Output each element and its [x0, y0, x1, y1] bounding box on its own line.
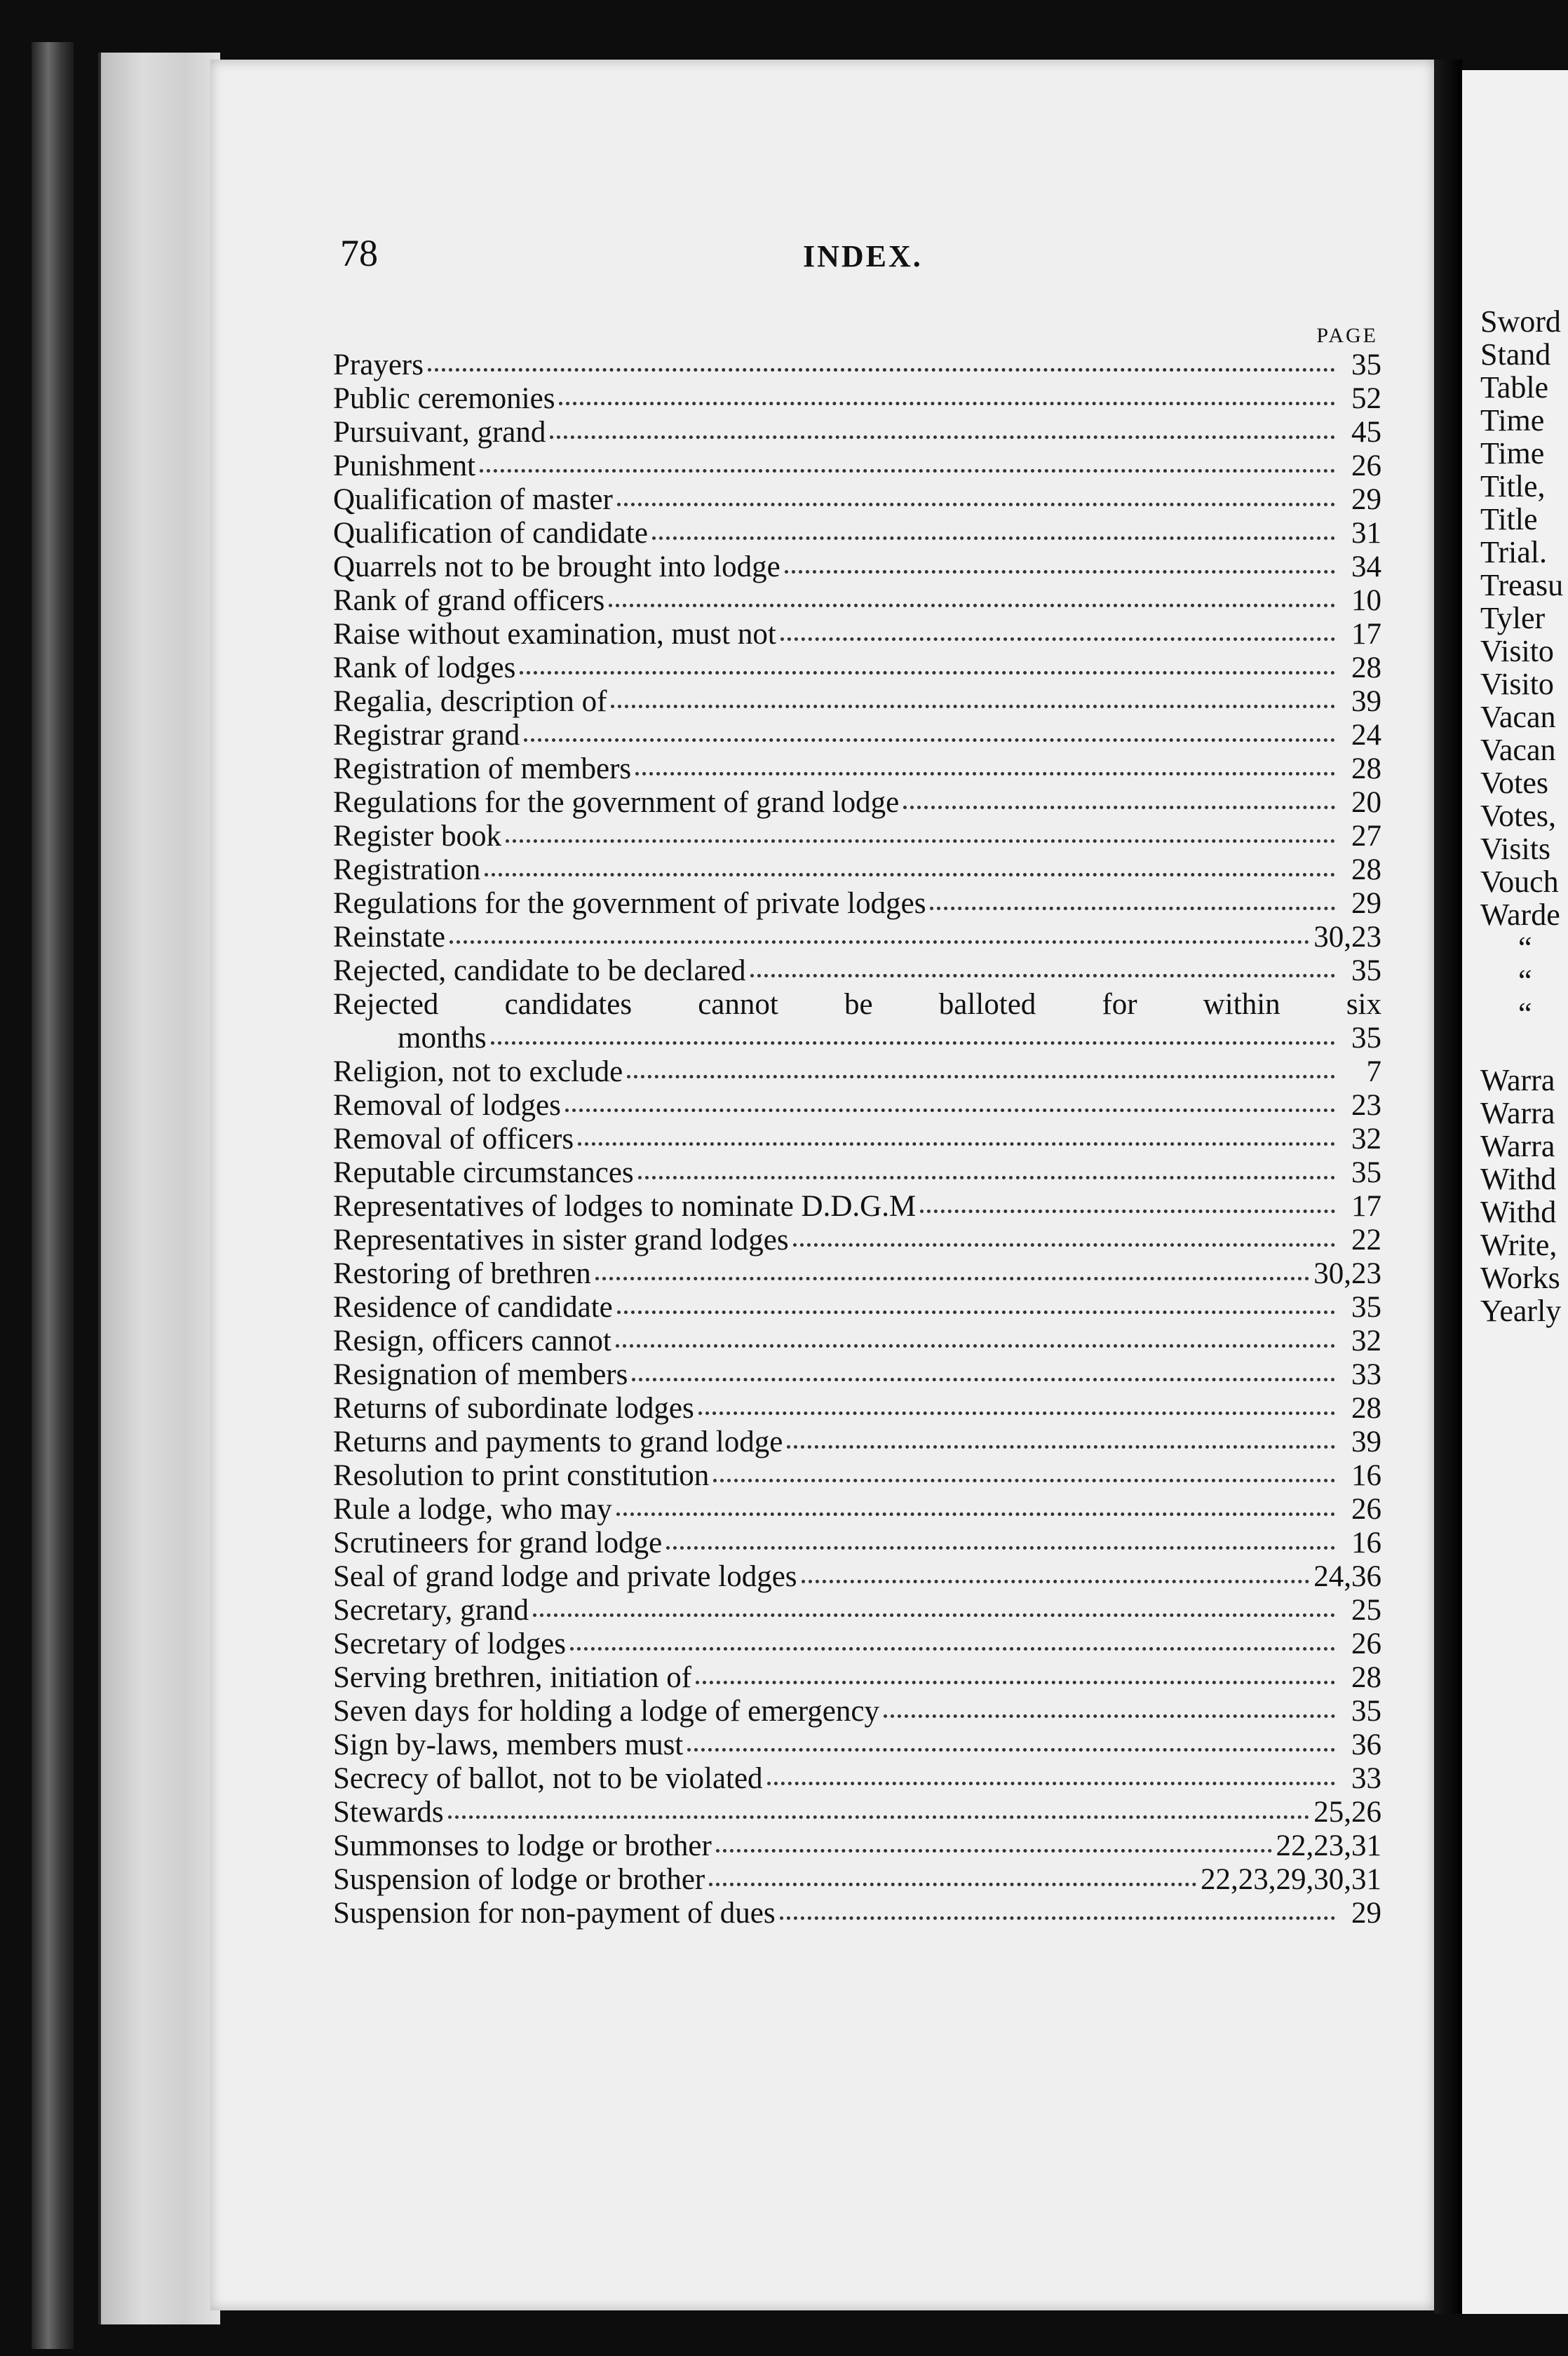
index-entry-pages: 17	[1351, 618, 1381, 651]
index-entry-pages: 29	[1351, 887, 1381, 920]
index-entry-term: Serving brethren, initiation of	[333, 1661, 692, 1694]
index-entry-term: Seal of grand lodge and private lodges	[333, 1560, 797, 1593]
facing-page-word: Warra	[1480, 1129, 1555, 1163]
dot-leader	[524, 738, 1335, 742]
index-entry-pages: 32	[1351, 1123, 1381, 1156]
dot-leader	[616, 1344, 1335, 1348]
index-entry-term: Suspension for non-payment of dues	[333, 1897, 776, 1930]
index-entry	[333, 1257, 1381, 1291]
index-entry-pages: 16	[1351, 1459, 1381, 1492]
index-entry-pages: 31	[1351, 517, 1381, 550]
index-entry-pages: 36	[1351, 1728, 1381, 1761]
index-entry-pages: 30,23	[1313, 1257, 1381, 1290]
index-entry	[333, 1123, 1381, 1156]
dot-leader	[609, 604, 1335, 607]
index-entry-term: Secretary of lodges	[333, 1627, 566, 1660]
facing-page-word: Table	[1480, 370, 1549, 405]
index-entry-term: Resignation of members	[333, 1358, 628, 1391]
index-entry-pages: 33	[1351, 1358, 1381, 1391]
index-entry-term: Representatives of lodges to nominate D.D.G.M	[333, 1190, 917, 1223]
index-entry-pages: 7	[1366, 1055, 1381, 1088]
index-entry-pages: 39	[1351, 685, 1381, 718]
index-entry-term: Suspension of lodge or brother	[333, 1863, 705, 1896]
index-entry	[333, 1224, 1381, 1257]
dot-leader	[491, 1041, 1335, 1045]
facing-page-word: Vouch	[1480, 865, 1559, 899]
book-spine	[32, 42, 74, 2349]
index-entry	[333, 416, 1381, 449]
index-entry-pages: 22,23,31	[1276, 1829, 1381, 1862]
index-list	[333, 348, 1381, 1930]
dot-leader	[884, 1714, 1335, 1718]
index-entry-pages: 28	[1351, 651, 1381, 684]
index-entry-term: Public ceremonies	[333, 382, 555, 415]
index-entry-term: Reputable circumstances	[333, 1156, 634, 1189]
facing-page-word: Visito	[1480, 667, 1554, 701]
index-entry-term: Summonses to lodge or brother	[333, 1829, 712, 1862]
dot-leader	[793, 1243, 1335, 1247]
index-entry	[333, 550, 1381, 584]
index-entry	[333, 1594, 1381, 1627]
index-entry-term: Rank of lodges	[333, 651, 516, 684]
index-entry	[333, 1089, 1381, 1123]
index-entry	[333, 887, 1381, 921]
index-entry-pages: 24	[1351, 719, 1381, 752]
index-entry-term: Removal of lodges	[333, 1089, 561, 1122]
index-entry-term: Restoring of brethren	[333, 1257, 591, 1290]
index-entry	[333, 1829, 1381, 1863]
dot-leader	[617, 503, 1335, 506]
index-entry-term: Punishment	[333, 449, 476, 482]
dot-leader	[696, 1681, 1335, 1684]
index-entry	[333, 1190, 1381, 1224]
index-entry	[333, 1426, 1381, 1459]
index-entry	[333, 1325, 1381, 1358]
index-entry-pages: 16	[1351, 1526, 1381, 1559]
index-entry	[333, 988, 1381, 1022]
dot-leader	[652, 536, 1335, 540]
dot-leader	[450, 940, 1309, 944]
dot-leader	[506, 839, 1335, 843]
dot-leader	[533, 1613, 1335, 1617]
index-entry-pages: 35	[1351, 1156, 1381, 1189]
index-entry	[333, 1661, 1381, 1695]
index-entry-term: Rejected, candidate to be declared	[333, 954, 746, 987]
dot-leader	[780, 1916, 1335, 1920]
index-entry-term: Reinstate	[333, 921, 446, 954]
facing-page-word: Treasu	[1480, 568, 1564, 602]
dot-leader	[616, 1512, 1335, 1516]
dot-leader	[750, 974, 1335, 977]
index-entry	[333, 1358, 1381, 1392]
facing-page-word: Sword	[1480, 304, 1561, 339]
index-entry	[333, 449, 1381, 483]
index-entry-term: Resign, officers cannot	[333, 1325, 611, 1358]
dot-leader	[485, 873, 1335, 876]
index-entry-term: Religion, not to exclude	[333, 1055, 623, 1088]
index-entry	[333, 820, 1381, 853]
index-entry	[333, 1762, 1381, 1796]
facing-page-word: Vacan	[1480, 733, 1556, 767]
index-entry-term: Pursuivant, grand	[333, 416, 546, 449]
index-entry-pages: 39	[1351, 1426, 1381, 1458]
dot-leader	[767, 1782, 1335, 1785]
index-entry-term: Rejected candidates cannot be balloted for within six	[333, 988, 1381, 1021]
facing-page-fragment	[1462, 70, 1568, 2314]
index-entry-pages: 17	[1351, 1190, 1381, 1223]
index-entry	[333, 1728, 1381, 1762]
index-entry	[333, 618, 1381, 651]
index-entry-pages: 35	[1351, 348, 1381, 381]
index-entry-pages: 26	[1351, 449, 1381, 482]
index-entry-pages: 22	[1351, 1224, 1381, 1257]
index-entry	[333, 1022, 1381, 1055]
dot-leader	[802, 1580, 1310, 1583]
gutter-shadow	[1434, 60, 1462, 2314]
facing-page-word: Withd	[1480, 1195, 1557, 1229]
dot-leader	[930, 907, 1335, 910]
facing-page-word: Warra	[1480, 1063, 1555, 1097]
index-entry-pages: 35	[1351, 1022, 1381, 1055]
index-entry	[333, 1291, 1381, 1325]
index-entry-term: Registration	[333, 853, 481, 886]
dot-leader	[785, 570, 1335, 574]
facing-page-word: “	[1518, 963, 1532, 998]
index-entry-term: Regulations for the government of private lodges	[333, 887, 926, 920]
index-entry-term: Resolution to print constitution	[333, 1459, 710, 1492]
index-entry-term: months	[398, 1022, 487, 1055]
index-entry-pages: 35	[1351, 1291, 1381, 1324]
index-entry	[333, 517, 1381, 550]
index-entry-term: Returns of subordinate lodges	[333, 1392, 694, 1425]
page-edges	[98, 53, 220, 2324]
index-entry-term: Secretary, grand	[333, 1594, 529, 1627]
index-entry-pages: 29	[1351, 483, 1381, 516]
dot-leader	[617, 1311, 1335, 1314]
dot-leader	[687, 1748, 1335, 1752]
index-entry-pages: 28	[1351, 1661, 1381, 1694]
index-entry-term: Prayers	[333, 348, 424, 381]
dot-leader	[787, 1445, 1335, 1449]
index-entry-pages: 30,23	[1313, 921, 1381, 954]
dot-leader	[632, 1378, 1335, 1381]
facing-page-word: Write,	[1480, 1228, 1557, 1262]
index-entry-pages: 28	[1351, 1392, 1381, 1425]
index-entry	[333, 483, 1381, 517]
index-entry-term: Qualification of candidate	[333, 517, 648, 550]
facing-page-word: Stand	[1480, 337, 1551, 372]
index-entry	[333, 786, 1381, 820]
index-entry-pages: 29	[1351, 1897, 1381, 1930]
facing-page-word: Time	[1480, 436, 1545, 470]
facing-page-word: Title	[1480, 502, 1538, 536]
index-entry-term: Representatives in sister grand lodges	[333, 1224, 789, 1257]
index-entry-pages: 34	[1351, 550, 1381, 583]
dot-leader	[428, 368, 1335, 372]
index-entry	[333, 685, 1381, 719]
index-entry-pages: 28	[1351, 752, 1381, 785]
index-entry-pages: 23	[1351, 1089, 1381, 1122]
facing-page-word: Works	[1480, 1261, 1560, 1295]
facing-page-word: Warra	[1480, 1096, 1555, 1130]
index-entry-term: Raise without examination, must not	[333, 618, 776, 651]
index-entry	[333, 1627, 1381, 1661]
index-entry	[333, 853, 1381, 887]
index-entry-pages: 24,36	[1313, 1560, 1381, 1593]
dot-leader	[480, 469, 1335, 473]
index-entry-term: Returns and payments to grand lodge	[333, 1426, 783, 1458]
index-entry	[333, 651, 1381, 685]
index-entry	[333, 1392, 1381, 1426]
facing-page-word: “	[1518, 930, 1532, 965]
index-entry	[333, 719, 1381, 752]
index-entry	[333, 1897, 1381, 1930]
index-entry	[333, 921, 1381, 954]
dot-leader	[713, 1479, 1335, 1482]
page-number: 78	[340, 232, 378, 274]
dot-leader	[595, 1277, 1309, 1280]
index-entry-term: Qualification of master	[333, 483, 613, 516]
dot-leader	[448, 1815, 1310, 1819]
dot-leader	[635, 772, 1335, 776]
facing-page-word: Yearly	[1480, 1294, 1562, 1328]
index-entry-term: Removal of officers	[333, 1123, 574, 1156]
index-entry-term: Registration of members	[333, 752, 632, 785]
facing-page-word: Votes	[1480, 766, 1548, 800]
dot-leader	[565, 1109, 1335, 1112]
facing-page-word: Warde	[1480, 898, 1560, 932]
page-column-heading: PAGE	[1316, 324, 1378, 347]
index-entry	[333, 584, 1381, 618]
index-entry	[333, 1560, 1381, 1594]
index-entry-pages: 32	[1351, 1325, 1381, 1358]
index-entry	[333, 1493, 1381, 1526]
index-entry-term: Quarrels not to be brought into lodge	[333, 550, 780, 583]
index-entry	[333, 752, 1381, 786]
index-entry-term: Rule a lodge, who may	[333, 1493, 612, 1526]
index-entry	[333, 1459, 1381, 1493]
index-entry	[333, 954, 1381, 988]
dot-leader	[611, 705, 1335, 708]
index-entry-term: Registrar grand	[333, 719, 520, 752]
index-entry-pages: 35	[1351, 1695, 1381, 1728]
facing-page-word: Vacan	[1480, 700, 1556, 734]
dot-leader	[570, 1647, 1335, 1651]
index-entry-pages: 35	[1351, 954, 1381, 987]
facing-page-word: Time	[1480, 403, 1545, 438]
index-entry-term: Stewards	[333, 1796, 444, 1829]
facing-page-word: Withd	[1480, 1162, 1557, 1196]
index-entry-pages: 28	[1351, 853, 1381, 886]
index-entry-pages: 52	[1351, 382, 1381, 415]
dot-leader	[578, 1142, 1335, 1146]
index-entry	[333, 1796, 1381, 1829]
index-entry-pages: 26	[1351, 1627, 1381, 1660]
page-heading: INDEX.	[803, 239, 923, 273]
dot-leader	[920, 1210, 1335, 1213]
dot-leader	[638, 1176, 1335, 1179]
index-entry	[333, 348, 1381, 382]
index-entry	[333, 1526, 1381, 1560]
index-entry	[333, 1863, 1381, 1897]
index-entry-pages: 10	[1351, 584, 1381, 617]
index-entry-pages: 20	[1351, 786, 1381, 819]
index-entry-term: Seven days for holding a lodge of emergency	[333, 1695, 879, 1728]
dot-leader	[709, 1883, 1196, 1886]
index-entry-term: Residence of candidate	[333, 1291, 613, 1324]
index-entry-term: Sign by-laws, members must	[333, 1728, 684, 1761]
facing-page-word: Visits	[1480, 832, 1551, 866]
index-entry-pages: 22,23,29,30,31	[1201, 1863, 1381, 1896]
dot-leader	[666, 1546, 1335, 1550]
facing-page-word: Tyler	[1480, 601, 1546, 635]
index-entry-pages: 26	[1351, 1493, 1381, 1526]
dot-leader	[559, 402, 1335, 405]
index-entry-pages: 33	[1351, 1762, 1381, 1795]
dot-leader	[716, 1849, 1272, 1853]
index-entry-pages: 45	[1351, 416, 1381, 449]
index-entry-term: Regulations for the government of grand lodge	[333, 786, 900, 819]
index-entry	[333, 382, 1381, 416]
facing-page-word: “	[1518, 996, 1532, 1031]
index-entry-pages: 25	[1351, 1594, 1381, 1627]
dot-leader	[698, 1411, 1335, 1415]
index-entry	[333, 1156, 1381, 1190]
index-entry-term: Rank of grand officers	[333, 584, 605, 617]
facing-page-word: Title,	[1480, 469, 1546, 503]
index-entry	[333, 1695, 1381, 1728]
index-entry-pages: 25,26	[1313, 1796, 1381, 1829]
dot-leader	[780, 637, 1335, 641]
index-entry-pages: 27	[1351, 820, 1381, 853]
dot-leader	[550, 435, 1335, 439]
dot-leader	[520, 671, 1335, 675]
index-entry-term: Register book	[333, 820, 502, 853]
facing-page-word: Trial.	[1480, 535, 1547, 569]
index-entry	[333, 1055, 1381, 1089]
facing-page-word: Visito	[1480, 634, 1554, 668]
index-entry-term: Regalia, description of	[333, 685, 607, 718]
dot-leader	[903, 806, 1335, 809]
index-entry-term: Scrutineers for grand lodge	[333, 1526, 663, 1559]
facing-page-word: Votes,	[1480, 799, 1556, 833]
dot-leader	[627, 1075, 1335, 1078]
index-entry-term: Secrecy of ballot, not to be violated	[333, 1762, 763, 1795]
